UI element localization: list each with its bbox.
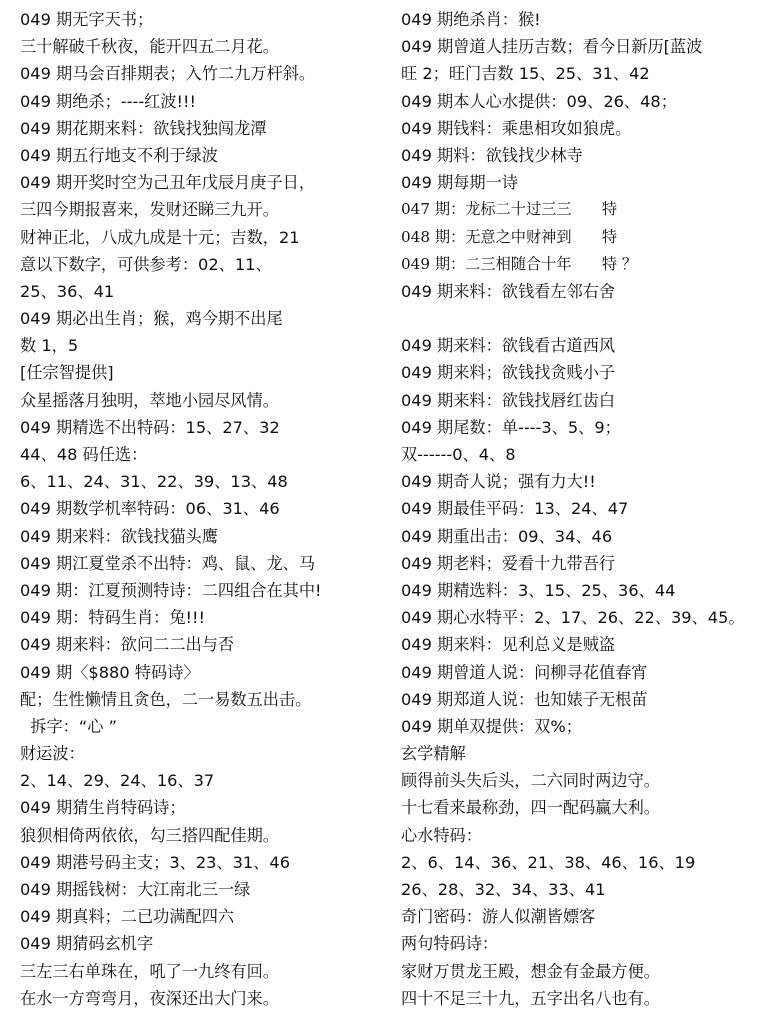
text-line: 049 期本人心水提供：09、26、48； [401,91,677,111]
text-line: 两句特码诗： [401,934,499,954]
text-line: 049 期马会百排期表；入竹二九万杆斜。 [20,64,316,84]
text-line: 049 期心水特平：2、17、26、22、39、45。 [401,608,745,628]
text-line: 众星摇落月独明，萃地小园尽风情。 [20,390,279,410]
text-line: 26、28、32、34、33、41 [401,880,606,899]
text-line: 049 期来料：欲问二二出与否 [20,635,235,655]
left-column [20,6,380,1012]
text-line: 家财万贯龙王殿，想金有金最方便。 [401,961,660,981]
text-line: 049 期五行地支不利于绿波 [20,145,218,165]
section-heading: 玄学精解 [401,744,466,764]
text-line: 049 期老料；爱看十九带吾行 [401,553,616,573]
poem-line: 049 期：二三相随合十年 特 ？ [401,254,638,273]
text-line: 6、11、24、31、22、39、13、48 [20,472,288,492]
text-line: 049 期开奖时空为己丑年戊辰月庚子日， [20,173,316,193]
text-line: 三左三右单珠在，吼了一九终有回。 [20,961,279,981]
text-line: 049 期料：欲钱找少林寺 [401,145,583,165]
text-line: 049 期数学机率特码：06、31、46 [20,499,280,519]
text-line: 财运波： [20,744,85,764]
text-line: 44、48 码任选： [20,445,148,464]
text-line: 049 期来料：欲钱看古道西风 [401,336,616,356]
text-line: 三四今期报喜来，发财还睇三九开。 [20,200,279,220]
text-line: 拆字：“心 ” [20,716,117,736]
text-line: 049 期：江夏预测特诗：二四组合在其中! [20,580,322,600]
text-line: 049 期来料：见利总义是贼盗 [401,635,616,655]
text-line: 049 期花期来料：欲钱找独闯龙潭 [20,118,267,138]
text-line: 配；生性懒情且贪色，二一易数五出击。 [20,689,312,709]
text-line: [任宗智提供] [20,363,114,383]
text-line: 049 期〈$880 特码诗〉 [20,662,200,682]
text-line: 049 期猜生肖特码诗； [20,798,186,818]
text-line: 049 期曾道人说：问柳寻花值春宵 [401,662,648,682]
text-line: 财神正北，八成九成是十元；吉数，21 [20,227,300,247]
text-line: 049 期来料：欲钱找唇红齿白 [401,390,616,410]
text-line: 在水一方弯弯月，夜深还出大门来。 [20,988,279,1008]
text-line: 049 期绝杀肖：猴! [401,10,541,29]
text-line: 049 期必出生肖；猴，鸡今期不出尾 [20,309,283,329]
text-line: 049 期尾数：单----3、5、9； [401,417,621,437]
text-line: 数 1，5 [20,336,79,356]
text-line: 049 期单双提供：双%； [401,716,582,736]
text-line: 旺 2；旺门吉数 15、25、31、42 [401,64,650,84]
text-line: 25、36、41 [20,281,115,301]
text-line: 049 期：特码生肖：兔!!! [20,608,206,628]
text-line: 049 期港号码主支；3、23、31、46 [20,852,291,872]
text-line: 049 期真料；二已功满配四六 [20,907,235,927]
poem-line: 047 期：龙标二十过三三 特 [401,200,618,219]
text-line: 049 期猜码玄机字 [20,934,154,954]
text-line: 意以下数字，可供参考：02、11、 [20,254,272,274]
poem-line: 048 期：无意之中财神到 特 [401,227,618,246]
text-line: 四十不足三十九，五字出名八也有。 [401,988,660,1008]
text-line: 奇门密码：游人似潮皆嫖客 [401,907,596,927]
text-line: 049 期最佳平码：13、24、47 [401,499,629,519]
text-line: 三十解破千秋夜，能开四五二月花。 [20,37,279,57]
blank-line [401,305,763,332]
text-line: 049 期绝杀；----红波!!! [20,91,196,111]
text-line: 049 期重出击：09、34、46 [401,526,613,546]
text-line: 十七看来最称劲，四一配码赢大利。 [401,798,660,818]
text-line: 049 期江夏堂杀不出特：鸡、鼠、龙、马 [20,553,316,573]
text-line: 049 期来料：欲钱找猫头鹰 [20,526,218,546]
text-line: 049 期精选不出特码：15、27、32 [20,417,280,437]
text-line: 049 期郑道人说：也知婊子无根苗 [401,689,648,709]
text-line: 049 期无字天书； [20,10,154,29]
text-line: 049 期摇钱树：大江南北三一绿 [20,880,251,899]
text-line: 2、6、14、36、21、38、46、16、19 [401,852,696,872]
text-line: 049 期奇人说；强有力大!! [401,472,596,492]
right-column [401,6,763,1012]
text-line: 狼狈相倚两依依，勾三搭四配佳期。 [20,825,279,845]
text-line: 049 期精选料：3、15、25、36、44 [401,580,676,600]
text-line: 049 期每期一诗 [401,173,518,193]
text-line: 心水特码： [401,825,482,845]
text-line: 2、14、29、24、16、37 [20,771,215,791]
text-line: 049 期曾道人挂历吉数；看今日新历[蓝波 [401,37,703,57]
text-line: 双------0、4、8 [401,445,516,464]
text-line: 049 期钱料：乘患相攻如狼虎。 [401,118,632,138]
text-line: 顾得前头失后头，二六同时两边守。 [401,771,660,791]
text-line: 049 期来料；欲钱找贪贱小子 [401,363,616,383]
text-line: 049 期来料：欲钱看左邻右舍 [401,281,616,301]
